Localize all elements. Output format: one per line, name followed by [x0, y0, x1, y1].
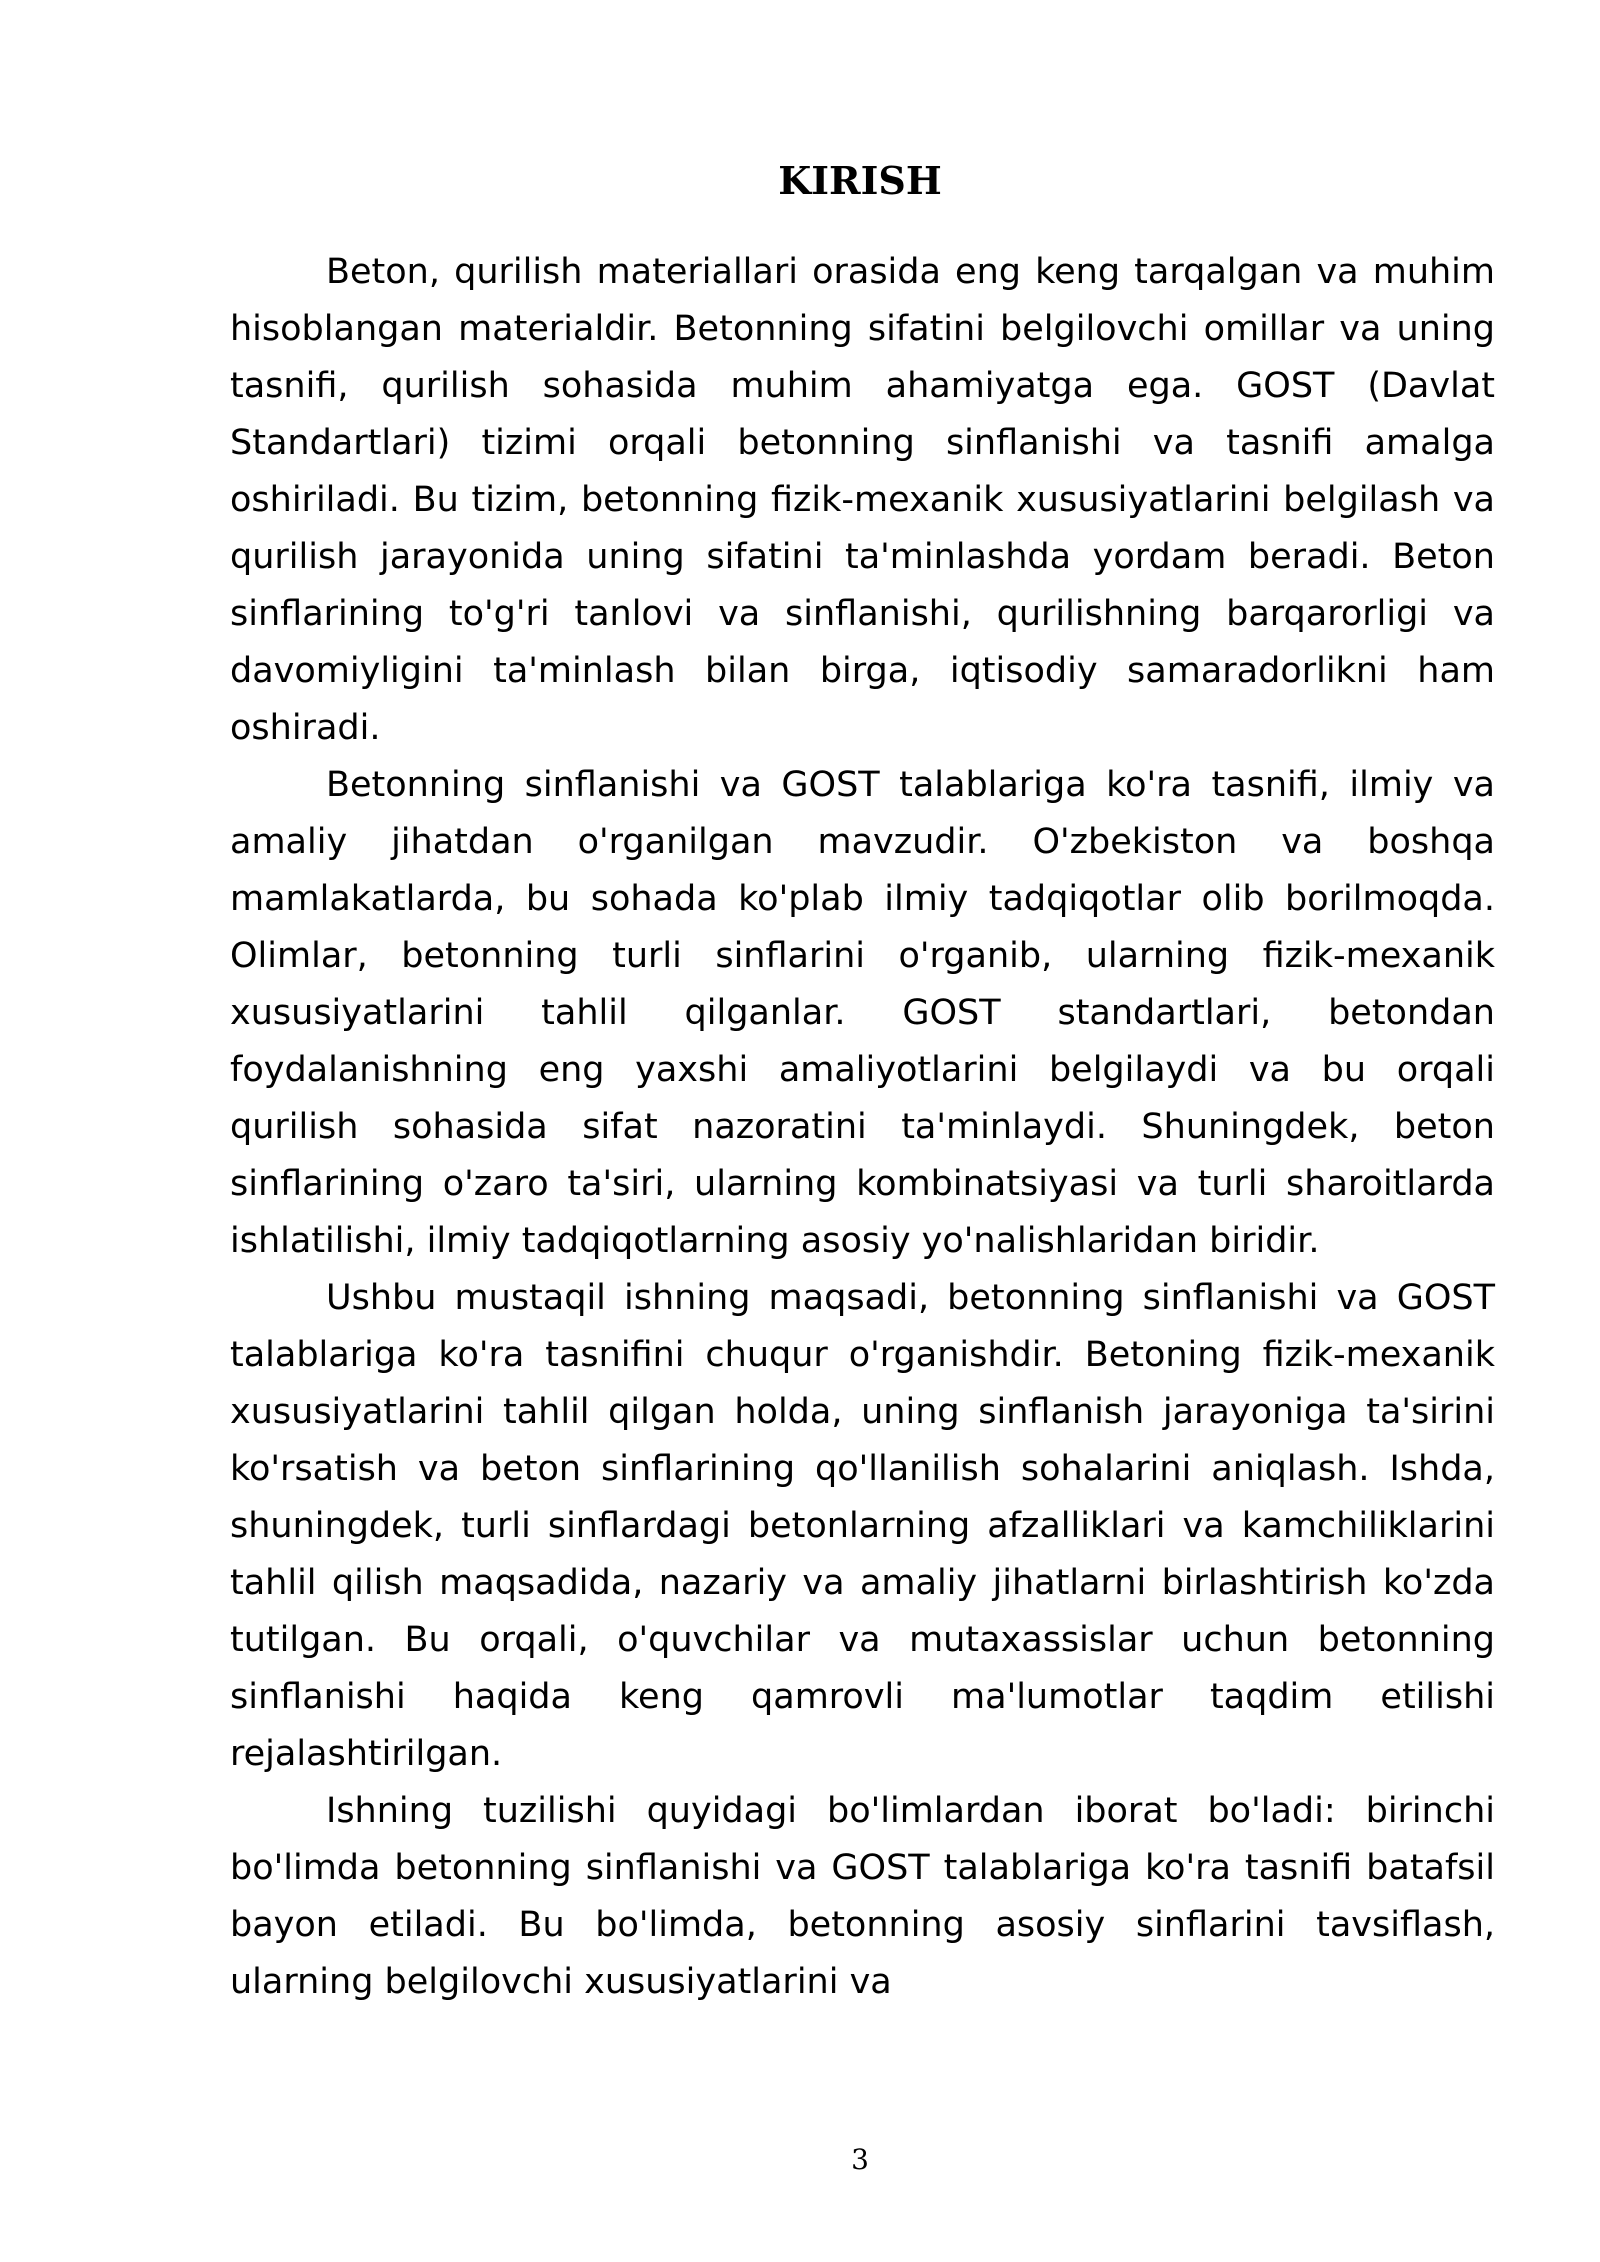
body-text	[230, 244, 1495, 2011]
paragraph-1: Beton, qurilish materiallari orasida eng keng tarqalgan va muhim hisoblangan materialdir. Betonning sifatini belgilovchi omillar va uning tasnifi, qurilish sohasida muhim ahamiyatga ega. GOST (Davlat Standartlari) tizimi orqali betonning sinflanishi va tasnifi amalga oshiriladi. Bu tizim, betonning fizik-mexanik xususiyatlarini belgilash va qurilish jarayonida uning sifatini ta'minlashda yordam beradi. Beton sinflarining to'g'ri tanlovi va sinflanishi, qurilishning barqarorligi va davomiyligini ta'minlash bilan birga, iqtisodiy samaradorlikni ham oshiradi.	[230, 252, 1495, 748]
page-heading: KIRISH	[778, 158, 942, 203]
page-number: 3	[851, 2143, 869, 2176]
paragraph-2: Betonning sinflanishi va GOST talablariga ko'ra tasnifi, ilmiy va amaliy jihatdan o'rganilgan mavzudir. O'zbekiston va boshqa mamlakatlarda, bu sohada ko'plab ilmiy tadqiqotlar olib borilmoqda. Olimlar, betonning turli sinflarini o'rganib, ularning fizik-mexanik xususiyatlarini tahlil qilganlar. GOST standartlari, betondan foydalanishning eng yaxshi amaliyotlarini belgilaydi va bu orqali qurilish sohasida sifat nazoratini ta'minlaydi. Shuningdek, beton sinflarining o'zaro ta'siri, ularning kombinatsiyasi va turli sharoitlarda ishlatilishi, ilmiy tadqiqotlarning asosiy yo'nalishlaridan biridir.	[230, 765, 1495, 1261]
paragraph-4: Ishning tuzilishi quyidagi bo'limlardan iborat bo'ladi: birinchi bo'limda betonning sinflanishi va GOST talablariga ko'ra tasnifi batafsil bayon etiladi. Bu bo'limda, betonning asosiy sinflarini tavsiflash, ularning belgilovchi xususiyatlarini va	[230, 1791, 1495, 2002]
paragraph-3: Ushbu mustaqil ishning maqsadi, betonning sinflanishi va GOST talablariga ko'ra tasnifini chuqur o'rganishdir. Betoning fizik-mexanik xususiyatlarini tahlil qilgan holda, uning sinflanish jarayoniga ta'sirini ko'rsatish va beton sinflarining qo'llanilish sohalarini aniqlash. Ishda, shuningdek, turli sinflardagi betonlarning afzalliklari va kamchiliklarini tahlil qilish maqsadida, nazariy va amaliy jihatlarni birlashtirish ko'zda tutilgan. Bu orqali, o'quvchilar va mutaxassislar uchun betonning sinflanishi haqida keng qamrovli ma'lumotlar taqdim etilishi rejalashtirilgan.	[230, 1278, 1495, 1774]
